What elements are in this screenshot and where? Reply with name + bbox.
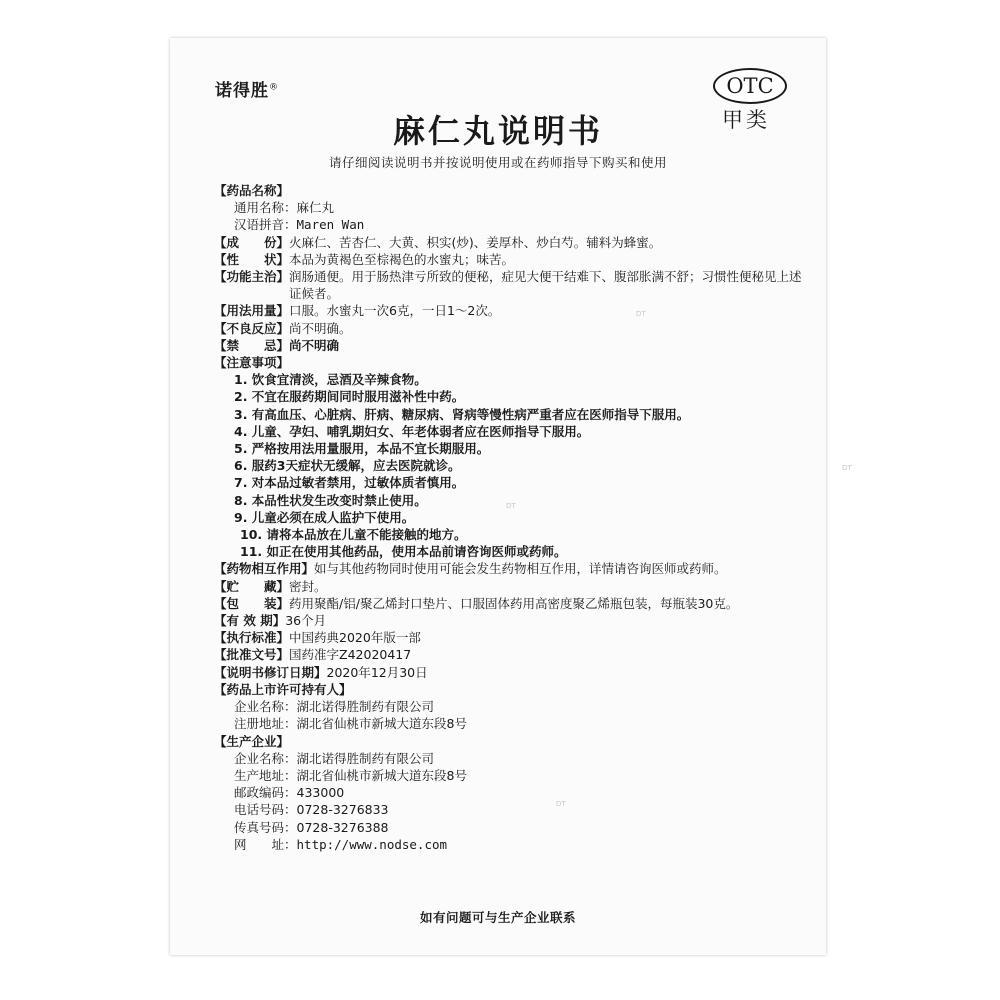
indications-value: 润肠通便。用于肠热津亏所致的便秘，症见大便干结难下、腹部胀满不舒；习惯性便秘见上述证候者。 — [289, 269, 802, 302]
approval-row — [214, 646, 814, 663]
precaution-item: 5. 严格按用法用量服用，本品不宜长期服用。 — [234, 441, 490, 457]
contraindications-row — [214, 337, 814, 354]
pinyin-label: 汉语拼音： — [234, 217, 297, 233]
standard-label: 【执行标准】 — [214, 630, 290, 646]
document-subtitle: 请仔细阅读说明书并按说明使用或在药师指导下购买和使用 — [328, 155, 667, 170]
indications-row — [214, 268, 814, 302]
validity-row — [214, 612, 814, 629]
standard-value: 中国药典2020年版一部 — [289, 630, 421, 646]
postcode-row — [214, 784, 814, 801]
section-header-manufacturer: 【生产企业】 — [214, 733, 290, 749]
otc-badge: OTC — [713, 68, 787, 104]
document-title: 麻仁丸说明书 — [392, 112, 603, 150]
otc-class-label: 甲类 — [722, 108, 770, 132]
section-header-precautions: 【注意事项】 — [214, 355, 290, 371]
watermark: DT — [506, 502, 516, 510]
precaution-item: 7. 对本品过敏者禁用，过敏体质者慎用。 — [234, 475, 465, 491]
revision-label: 【说明书修订日期】 — [214, 664, 327, 680]
manufacturer-address-label: 生产地址： — [234, 767, 297, 783]
interactions-row — [214, 560, 814, 577]
watermark: DT — [842, 464, 852, 472]
watermark: DT — [556, 800, 566, 808]
revision-value: 2020年12月30日 — [326, 664, 428, 680]
approval-label: 【批准文号】 — [214, 647, 290, 663]
precaution-item: 1. 饮食宜清淡，忌酒及辛辣食物。 — [234, 372, 427, 388]
brand-name: 诺得胜 — [215, 81, 269, 101]
registered-mark: ® — [269, 82, 279, 93]
contraindications-label: 【禁 忌】 — [214, 337, 290, 353]
fax-value: 0728-3276388 — [296, 819, 389, 835]
adverse-row — [214, 320, 814, 337]
holder-company-label: 企业名称： — [234, 699, 297, 715]
ingredients-value: 火麻仁、苦杏仁、大黄、枳实(炒)、姜厚朴、炒白芍。辅料为蜂蜜。 — [289, 234, 662, 250]
generic-name-value: 麻仁丸 — [296, 200, 335, 216]
section-header-drug-name: 【药品名称】 — [214, 183, 290, 198]
manufacturer-address-row — [214, 767, 814, 784]
properties-row — [214, 251, 814, 268]
phone-label: 电话号码： — [234, 802, 297, 818]
storage-label: 【贮 藏】 — [214, 578, 290, 594]
holder-address-value: 湖北省仙桃市新城大道东段8号 — [296, 716, 467, 732]
phone-value: 0728-3276833 — [296, 802, 389, 818]
contraindications-value: 尚不明确 — [289, 337, 340, 353]
precaution-item: 6. 服药3天症状无缓解，应去医院就诊。 — [234, 458, 461, 474]
precaution-item: 4. 儿童、孕妇、哺乳期妇女、年老体弱者应在医师指导下服用。 — [234, 423, 590, 439]
manufacturer-company-label: 企业名称： — [234, 750, 297, 766]
manufacturer-company-value: 湖北诺得胜制药有限公司 — [296, 750, 435, 766]
properties-label: 【性 状】 — [214, 251, 290, 267]
interactions-label: 【药物相互作用】 — [214, 561, 315, 577]
validity-label: 【有 效 期】 — [214, 613, 286, 629]
dosage-row — [214, 302, 814, 319]
ingredients-row — [214, 234, 814, 251]
precaution-item: 10. 请将本品放在儿童不能接触的地方。 — [240, 527, 467, 543]
storage-value: 密封。 — [289, 578, 327, 594]
precaution-item: 9. 儿童必须在成人监护下使用。 — [234, 509, 415, 525]
postcode-value: 433000 — [296, 785, 345, 801]
website-label: 网 址： — [234, 836, 297, 852]
precaution-item: 3. 有高血压、心脏病、肝病、糖尿病、肾病等慢性病严重者应在医师指导下服用。 — [234, 406, 690, 422]
manufacturer-address-value: 湖北省仙桃市新城大道东段8号 — [296, 767, 467, 783]
pinyin-value: Maren Wan — [296, 217, 365, 233]
packaging-label: 【包 装】 — [214, 595, 290, 611]
holder-company-value: 湖北诺得胜制药有限公司 — [296, 699, 435, 715]
precaution-item: 8. 本品性状发生改变时禁止使用。 — [234, 492, 427, 508]
dosage-label: 【用法用量】 — [214, 303, 290, 319]
precaution-item: 2. 不宜在服药期间同时服用滋补性中药。 — [234, 389, 465, 405]
phone-row — [214, 801, 814, 818]
storage-row — [214, 578, 814, 595]
holder-address-label: 注册地址： — [234, 716, 297, 732]
website-value: http://www.nodse.com — [296, 836, 448, 852]
section-header-holder: 【药品上市许可持有人】 — [214, 681, 352, 697]
packaging-value: 药用聚酯/铝/聚乙烯封口垫片、口服固体药用高密度聚乙烯瓶包装，每瓶装30克。 — [289, 595, 739, 611]
revision-row — [214, 664, 814, 681]
packaging-row — [214, 595, 814, 612]
holder-company-row — [214, 698, 814, 715]
interactions-value: 如与其他药物同时使用可能会发生药物相互作用，详情请咨询医师或药师。 — [314, 561, 727, 577]
ingredients-label: 【成 份】 — [214, 234, 290, 250]
brand-logo — [215, 76, 279, 101]
validity-value: 36个月 — [285, 613, 327, 629]
footer-contact-note: 如有问题可与生产企业联系 — [419, 910, 576, 925]
approval-value: 国药准字Z42020417 — [289, 647, 412, 663]
pinyin-row — [214, 216, 814, 233]
properties-value: 本品为黄褐色至棕褐色的水蜜丸；味苦。 — [289, 251, 515, 267]
standard-row — [214, 629, 814, 646]
generic-name-row — [214, 199, 814, 216]
fax-row — [214, 819, 814, 836]
watermark: DT — [636, 310, 646, 318]
website-row — [214, 836, 814, 853]
dosage-value: 口服。水蜜丸一次6克，一日1～2次。 — [289, 303, 501, 319]
holder-address-row — [214, 715, 814, 732]
precaution-item: 11. 如正在使用其他药品，使用本品前请咨询医师或药师。 — [240, 544, 567, 560]
adverse-value: 尚不明确。 — [289, 320, 352, 336]
document-body — [214, 182, 814, 853]
adverse-label: 【不良反应】 — [214, 320, 290, 336]
instruction-sheet — [170, 38, 826, 955]
generic-name-label: 通用名称： — [234, 200, 297, 216]
indications-label: 【功能主治】 — [214, 269, 290, 285]
postcode-label: 邮政编码： — [234, 785, 297, 801]
manufacturer-company-row — [214, 750, 814, 767]
fax-label: 传真号码： — [234, 819, 297, 835]
